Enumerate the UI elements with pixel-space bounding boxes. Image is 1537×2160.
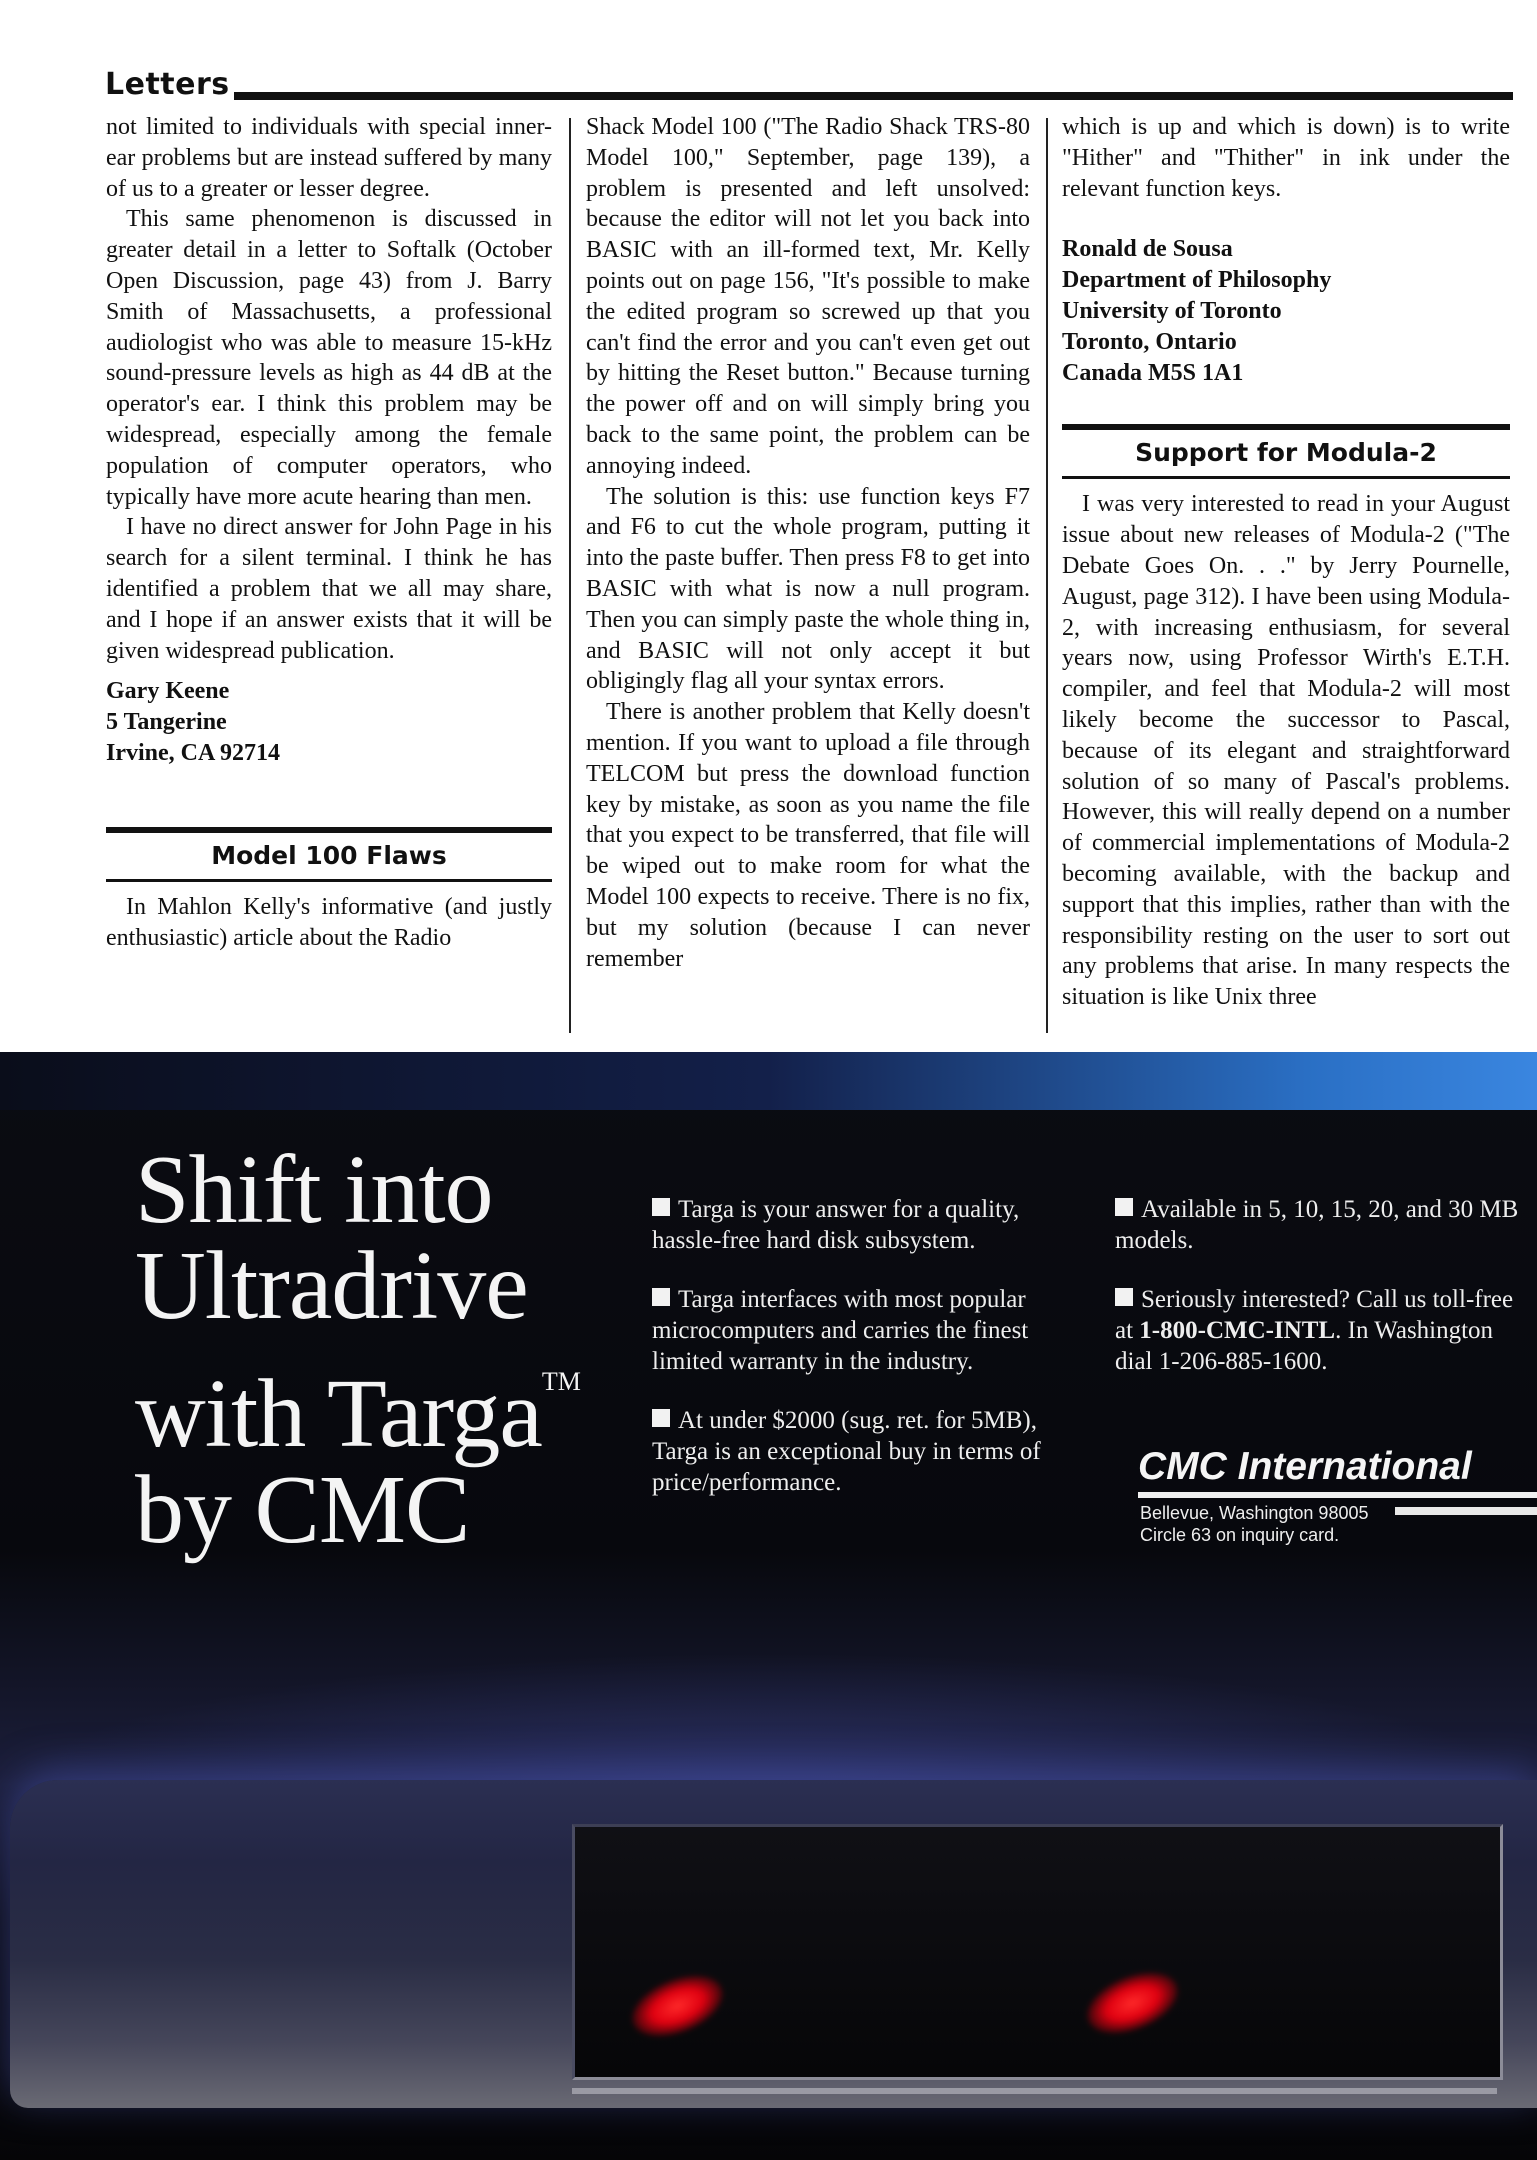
brand-logo: CMC International (1138, 1445, 1472, 1488)
paragraph: This same phenomenon is discussed in greater detail in a letter to Softalk (October Open Discussion, page 43) from J. Barry Smith of Massachusetts, a professional audiologist who was able to measure 15-kHz sound-pressure levels as high as 44 dB at the operator's ear. I think this problem may be widespread, especially among the female population of computer operators, who typically have more acute hearing than men. (106, 206, 552, 510)
paragraph: In Mahlon Kelly's informative (and justly enthusiastic) article about the Radio (106, 893, 552, 951)
headline-line: Ultradrive (135, 1232, 528, 1340)
column-divider (569, 118, 571, 1033)
ad-bullet-text: Targa is your answer for a quality, hassle-free hard disk subsystem. (652, 1196, 1020, 1254)
trademark-mark: TM (541, 1367, 581, 1396)
ad-bullet-text: At under $2000 (sug. ret. for 5MB), Targa is an exceptional buy in terms of price/performance. (652, 1407, 1041, 1496)
signature-name: Gary Keene (106, 678, 230, 705)
ad-bullet (1115, 1284, 1535, 1377)
headline-line: Shift into (135, 1136, 493, 1244)
ad-bullet-text: Targa interfaces with most popular microcomputers and carries the finest limited warranty in the industry. (652, 1286, 1029, 1375)
column-divider (1046, 118, 1048, 1033)
column-2 (586, 112, 1030, 974)
paragraph: There is another problem that Kelly doesn't mention. If you want to upload a file through TELCOM but press the download function key by mistake, as soon as you name the file that you expect to be transferred, that file will be wiped out to make room for what the Model 100 expects to receive. There is no fix, but my solution (because I can never remember (586, 699, 1030, 972)
paragraph: Shack Model 100 ("The Radio Shack TRS-80 Model 100," September, page 139), a problem is presented and left unsolved: because the editor will not let you back into BASIC with an ill-formed text, Mr. Kelly points out on page 156, "It's possible to make the edited program so screwed up that you can't find the error and you can't even get out by hitting the Reset button." Because turning the power off and on will simply bring you back to the same point, the problem can be annoying indeed. (586, 114, 1030, 479)
ad-bullets-right (1115, 1194, 1535, 1405)
ad-bullet (652, 1284, 1092, 1377)
paragraph: which is up and which is down) is to write "Hither" and "Thither" in ink under the relevant function keys. (1062, 114, 1510, 202)
square-bullet-icon (1115, 1288, 1133, 1306)
ad-bullet-text: Seriously interested? Call us toll-free at (1115, 1286, 1514, 1344)
square-bullet-icon (652, 1198, 670, 1216)
headline-line: by CMC (135, 1456, 470, 1564)
paragraph: not limited to individuals with special inner-ear problems but are instead suffered by many of us to a greater or lesser degree. (106, 114, 552, 202)
signature-name: Ronald de Sousa (1062, 236, 1233, 263)
signature-block (106, 676, 552, 768)
square-bullet-icon (652, 1409, 670, 1427)
toll-free-number: 1-800-CMC-INTL (1139, 1317, 1336, 1344)
brand-underline-accent (1395, 1507, 1537, 1515)
signature-block (1062, 234, 1510, 388)
signature-city: Toronto, Ontario (1062, 328, 1237, 355)
ad-headline (135, 1136, 635, 1564)
ad-bullet (652, 1405, 1092, 1498)
ad-bullet-text: Available in 5, 10, 15, 20, and 30 MB models. (1115, 1196, 1519, 1254)
brand-underline (1138, 1492, 1537, 1498)
square-bullet-icon (652, 1288, 670, 1306)
ad-top-band (0, 1052, 1537, 1110)
signature-department: Department of Philosophy (1062, 267, 1332, 294)
signature-country: Canada M5S 1A1 (1062, 359, 1244, 386)
ad-bullet (652, 1194, 1092, 1256)
square-bullet-icon (1115, 1198, 1133, 1216)
headline-line (135, 1334, 635, 1468)
headline-text: with Targa (135, 1360, 542, 1468)
ad-bullet (1115, 1194, 1535, 1256)
ad-bullets-left (652, 1194, 1092, 1526)
signature-address: 5 Tangerine (106, 709, 227, 736)
column-1 (106, 112, 552, 953)
column-3 (1062, 112, 1510, 1013)
section-header (105, 62, 1513, 102)
cmc-targa-advertisement (0, 1052, 1537, 2160)
brand-address: Bellevue, Washington 98005 (1140, 1503, 1369, 1523)
inquiry-card-note: Circle 63 on inquiry card. (1140, 1525, 1340, 1545)
ad-bullet-text: . In Washington dial 1-206-885-1600. (1115, 1317, 1494, 1375)
letters-page (0, 0, 1537, 1050)
drive-front-panel (572, 1824, 1503, 2080)
drive-panel-lip (572, 2088, 1497, 2094)
subsection-heading: Model 100 Flaws (106, 827, 552, 882)
paragraph: I was very interested to read in your August issue about new releases of Modula-2 ("The Debate Goes On. . ." by Jerry Pournelle, August, page 312). I have been using Modula-2, with increasing enthusiasm, for several years now, using Professor Wirth's E.T.H. compiler, and feel that Modula-2 will most likely become the successor to Pascal, because of its elegant and straightforward solution of so many of Pascal's problems. However, this will really depend on a number of commercial implementations of Modula-2 becoming available, with the backup and support that this implies, rather than with the responsibility resting on the user to sort out any problems that arise. In many respects the situation is like Unix three (1062, 491, 1510, 1011)
subsection-heading: Support for Modula-2 (1062, 424, 1510, 479)
signature-university: University of Toronto (1062, 297, 1282, 324)
header-rule (105, 92, 1513, 100)
signature-city: Irvine, CA 92714 (106, 739, 280, 766)
section-title: Letters (105, 68, 234, 102)
paragraph: The solution is this: use function keys F7 and F6 to cut the whole program, putting it into the paste buffer. Then press F8 to get into BASIC with what is now a null program. Then you can simply paste the whole thing in, and BASIC will not only accept it but obligingly flag all your syntax errors. (586, 483, 1030, 695)
paragraph: I have no direct answer for John Page in his search for a silent terminal. I think he has identified a problem that we all may share, and I hope if an answer exists that it will be given widespread publication. (106, 514, 552, 664)
